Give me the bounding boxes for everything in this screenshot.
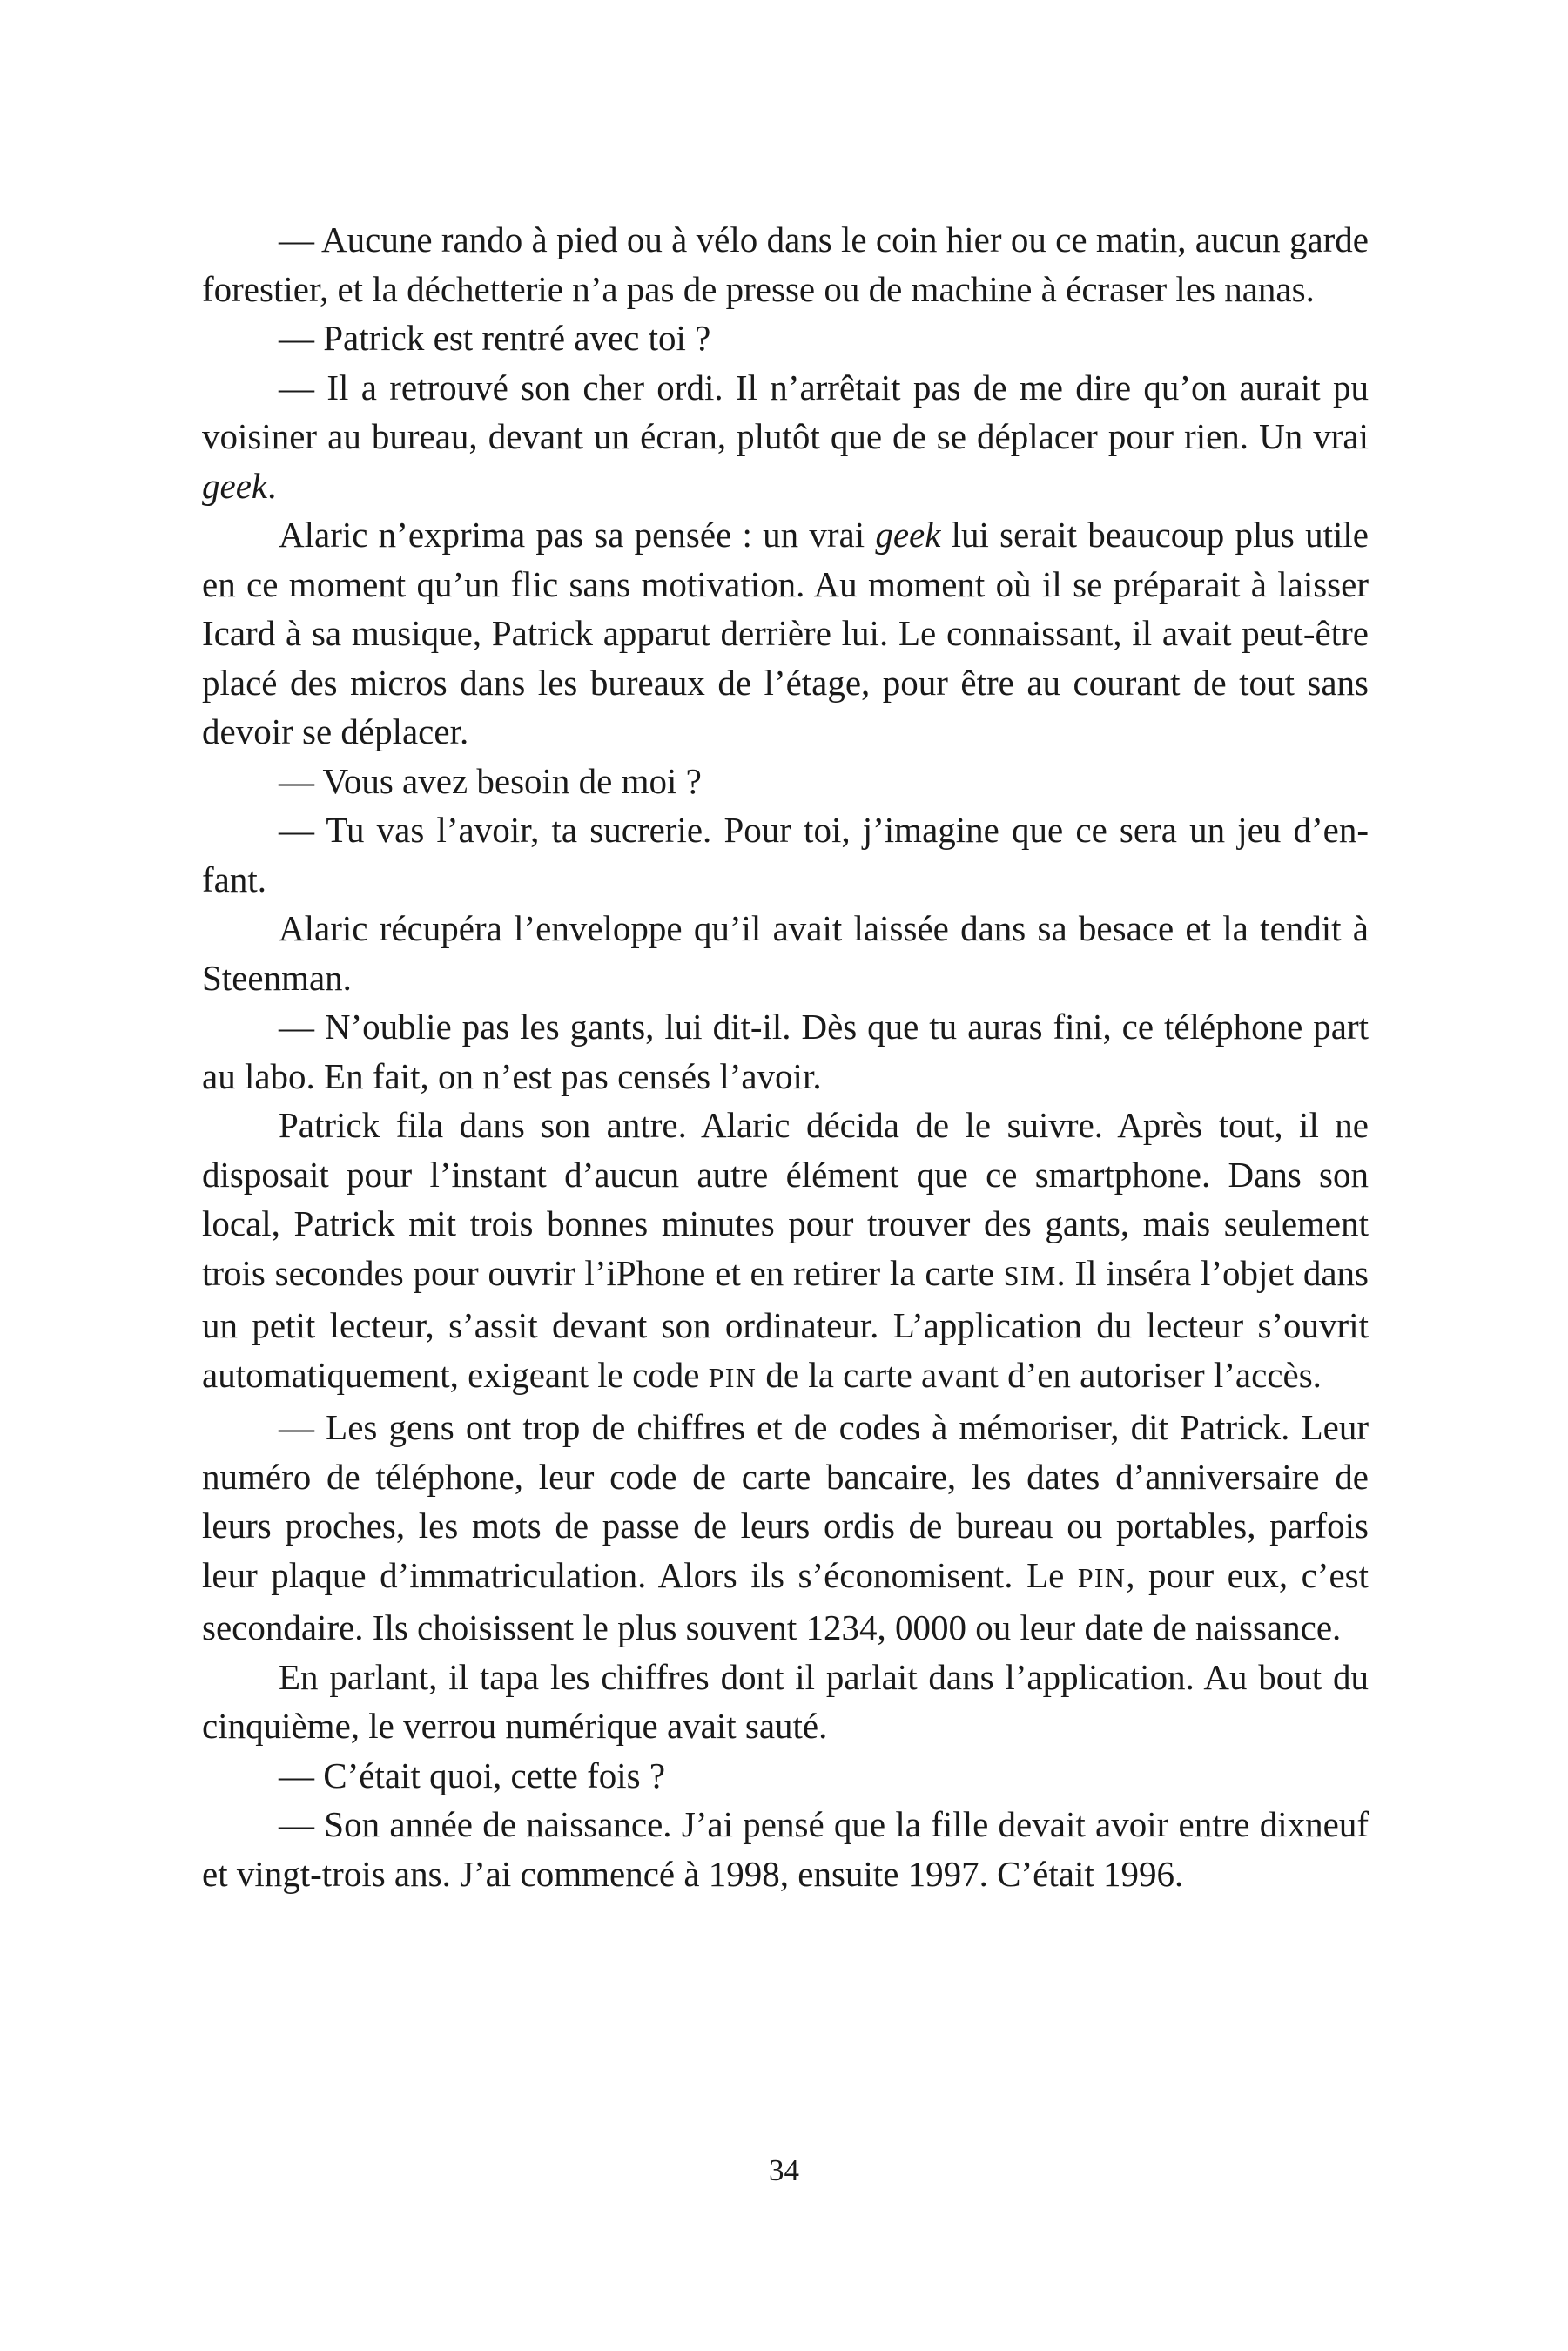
paragraph <box>202 1002 1369 1101</box>
text-run: — Il a retrouvé son cher ordi. Il n’arrêtait pas de me dire qu’on aurait pu voisiner au bureau, devant un écran, plutôt que de se déplacer pour rien. Un vrai <box>202 367 1369 456</box>
page-number: 34 <box>769 2153 799 2187</box>
text-run: — Son année de naissance. J’ai pensé que la fille devait avoir entre dixneuf et vingt-trois ans. J’ai commencé à 1998, ensuite 1997. C’était 1996. <box>202 1804 1369 1894</box>
paragraph <box>202 1653 1369 1751</box>
acronym: SIM <box>1003 1260 1057 1291</box>
body-text <box>202 215 1369 1898</box>
paragraph <box>202 313 1369 363</box>
paragraph <box>202 510 1369 757</box>
acronym: PIN <box>708 1362 757 1393</box>
paragraph <box>202 215 1369 313</box>
text-run: . Il inséra l’objet dans un petit lecteur, s’assit devant son ordinateur. L’application du lecteur s’ouvrit automatiquement, exigeant le code <box>202 1252 1369 1395</box>
text-run: — N’oublie pas les gants, lui dit-il. Dès que tu auras fini, ce téléphone part au labo. En fait, on n’est pas censés l’avoir. <box>202 1007 1369 1096</box>
italic-term: geek <box>202 465 268 506</box>
paragraph <box>202 757 1369 806</box>
text-run: . <box>267 465 277 506</box>
paragraph <box>202 904 1369 1002</box>
paragraph <box>202 1751 1369 1801</box>
paragraph <box>202 1800 1369 1898</box>
paragraph <box>202 363 1369 511</box>
paragraph <box>202 1403 1369 1653</box>
acronym: PIN <box>1077 1562 1127 1593</box>
text-run: Alaric n’exprima pas sa pensée : un vrai <box>279 515 876 555</box>
paragraph <box>202 1101 1369 1403</box>
text-run: de la carte avant d’en autoriser l’accès. <box>757 1354 1322 1395</box>
text-run: — Patrick est rentré avec toi ? <box>279 318 711 358</box>
italic-term: geek <box>875 515 941 555</box>
text-run: — C’était quoi, cette fois ? <box>279 1755 666 1795</box>
text-run: Patrick fila dans son antre. Alaric décida de le suivre. Après tout, il ne disposait pour l’instant d’aucun autre élément que ce smartphone. Dans son local, Patrick mit trois bonnes minutes pour trouver des gants, mais seulement trois secondes pour ouvrir l’iPhone et en retirer la carte <box>202 1105 1369 1293</box>
text-run: Alaric récupéra l’enveloppe qu’il avait laissée dans sa besace et la tendit à Steenman. <box>202 908 1369 998</box>
text-run: En parlant, il tapa les chiffres dont il parlait dans l’application. Au bout du cinquième, le verrou numérique avait sauté. <box>202 1656 1369 1746</box>
text-run: — Tu vas l’avoir, ta sucrerie. Pour toi, j’imagine que ce sera un jeu d’enfant. <box>202 810 1369 899</box>
text-run: lui serait beaucoup plus utile en ce moment qu’un flic sans motivation. Au moment où il se préparait à laisser Icard à sa musique, Patrick apparut derrière lui. Le connaissant, il avait peut-être placé des micros dans les bureaux de l’étage, pour être au courant de tout sans devoir se déplacer. <box>202 515 1369 751</box>
text-run: , pour eux, c’est secondaire. Ils choisissent le plus souvent 1234, 0000 ou leur date de naissance. <box>202 1554 1369 1647</box>
text-run: — Aucune rando à pied ou à vélo dans le coin hier ou ce matin, aucun garde forestier, et la déchetterie n’a pas de presse ou de machine à écraser les nanas. <box>202 219 1369 309</box>
text-run: — Les gens ont trop de chiffres et de codes à mémoriser, dit Patrick. Leur numéro de téléphone, leur code de carte bancaire, les dates d’anniversaire de leurs proches, les mots de passe de leurs ordis de bureau ou portables, parfois leur plaque d’immatriculation. Alors ils s’économisent. Le <box>202 1407 1369 1595</box>
text-run: — Vous avez besoin de moi ? <box>279 760 702 801</box>
paragraph <box>202 805 1369 904</box>
